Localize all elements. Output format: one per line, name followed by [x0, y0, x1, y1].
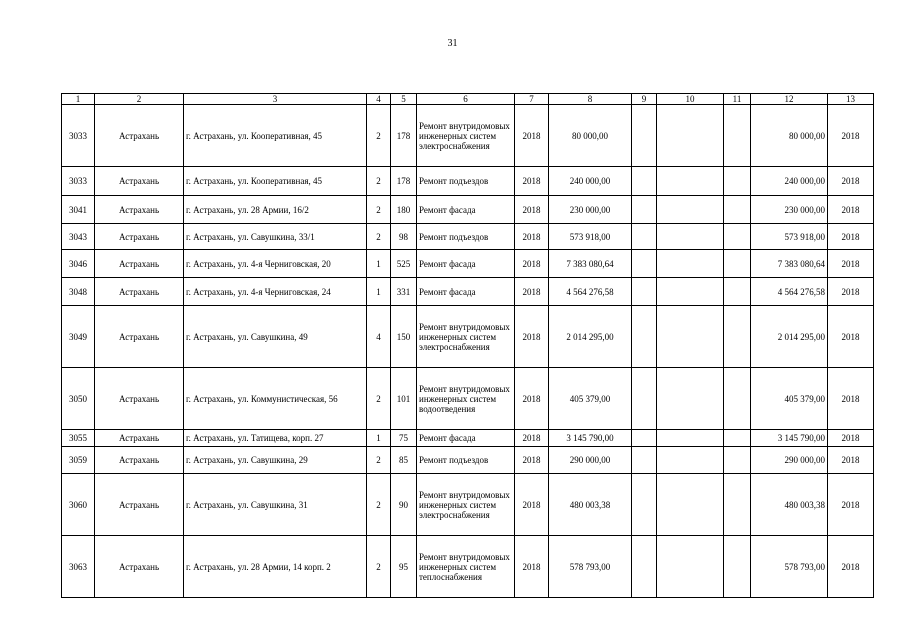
year-end-cell: 2018	[828, 306, 874, 368]
column-4-cell: 2	[367, 167, 391, 196]
table-row	[62, 368, 874, 430]
year-cell: 2018	[515, 368, 549, 430]
work-type-cell: Ремонт подъездов	[417, 167, 515, 196]
row-number-cell: 3043	[62, 224, 95, 250]
column-4-cell: 2	[367, 105, 391, 167]
column-9-cell	[632, 447, 657, 474]
row-number-cell: 3033	[62, 167, 95, 196]
total-cell: 290 000,00	[751, 447, 828, 474]
column-5-cell: 85	[391, 447, 417, 474]
column-10-cell	[657, 430, 724, 447]
cost-cell: 240 000,00	[549, 167, 632, 196]
page-number: 31	[447, 38, 458, 49]
address-cell: г. Астрахань, ул. Савушкина, 31	[184, 474, 367, 536]
column-10-cell	[657, 105, 724, 167]
table-header	[62, 94, 874, 105]
year-cell: 2018	[515, 430, 549, 447]
row-number-cell: 3049	[62, 306, 95, 368]
column-4-cell: 2	[367, 196, 391, 224]
column-4-cell: 2	[367, 536, 391, 598]
address-cell: г. Астрахань, ул. 4-я Черниговская, 20	[184, 250, 367, 278]
work-type-cell: Ремонт внутридомовых инженерных систем электроснабжения	[417, 474, 515, 536]
work-type-cell: Ремонт фасада	[417, 278, 515, 306]
column-5-cell: 525	[391, 250, 417, 278]
year-end-cell: 2018	[828, 250, 874, 278]
column-9-cell	[632, 167, 657, 196]
address-cell: г. Астрахань, ул. Савушкина, 29	[184, 447, 367, 474]
total-cell: 578 793,00	[751, 536, 828, 598]
year-cell: 2018	[515, 474, 549, 536]
column-10-cell	[657, 306, 724, 368]
column-10-cell	[657, 196, 724, 224]
row-number-cell: 3055	[62, 430, 95, 447]
column-number: 11	[724, 94, 751, 105]
address-cell: г. Астрахань, ул. 28 Армии, 14 корп. 2	[184, 536, 367, 598]
city-cell: Астрахань	[95, 167, 184, 196]
row-number-cell: 3059	[62, 447, 95, 474]
city-cell: Астрахань	[95, 474, 184, 536]
column-number: 1	[62, 94, 95, 105]
column-11-cell	[724, 306, 751, 368]
address-cell: г. Астрахань, ул. 4-я Черниговская, 24	[184, 278, 367, 306]
year-cell: 2018	[515, 105, 549, 167]
total-cell: 80 000,00	[751, 105, 828, 167]
year-cell: 2018	[515, 278, 549, 306]
column-5-cell: 150	[391, 306, 417, 368]
cost-cell: 578 793,00	[549, 536, 632, 598]
work-type-cell: Ремонт подъездов	[417, 224, 515, 250]
column-9-cell	[632, 536, 657, 598]
column-11-cell	[724, 278, 751, 306]
column-5-cell: 98	[391, 224, 417, 250]
column-9-cell	[632, 368, 657, 430]
table-row	[62, 105, 874, 167]
column-9-cell	[632, 105, 657, 167]
city-cell: Астрахань	[95, 196, 184, 224]
table-row	[62, 536, 874, 598]
column-4-cell: 2	[367, 368, 391, 430]
table-row	[62, 278, 874, 306]
column-4-cell: 4	[367, 306, 391, 368]
column-10-cell	[657, 278, 724, 306]
column-10-cell	[657, 167, 724, 196]
column-5-cell: 180	[391, 196, 417, 224]
city-cell: Астрахань	[95, 224, 184, 250]
column-number: 8	[549, 94, 632, 105]
table-row	[62, 430, 874, 447]
column-4-cell: 1	[367, 278, 391, 306]
table-row	[62, 167, 874, 196]
total-cell: 240 000,00	[751, 167, 828, 196]
column-11-cell	[724, 250, 751, 278]
address-cell: г. Астрахань, ул. Кооперативная, 45	[184, 105, 367, 167]
cost-cell: 2 014 295,00	[549, 306, 632, 368]
total-cell: 230 000,00	[751, 196, 828, 224]
column-number: 6	[417, 94, 515, 105]
year-cell: 2018	[515, 306, 549, 368]
work-type-cell: Ремонт внутридомовых инженерных систем теплоснабжения	[417, 536, 515, 598]
year-end-cell: 2018	[828, 368, 874, 430]
address-cell: г. Астрахань, ул. Коммунистическая, 56	[184, 368, 367, 430]
work-type-cell: Ремонт подъездов	[417, 447, 515, 474]
year-end-cell: 2018	[828, 105, 874, 167]
total-cell: 573 918,00	[751, 224, 828, 250]
year-end-cell: 2018	[828, 447, 874, 474]
year-end-cell: 2018	[828, 278, 874, 306]
row-number-cell: 3063	[62, 536, 95, 598]
cost-cell: 3 145 790,00	[549, 430, 632, 447]
address-cell: г. Астрахань, ул. Савушкина, 33/1	[184, 224, 367, 250]
column-11-cell	[724, 224, 751, 250]
table-row	[62, 196, 874, 224]
cost-cell: 573 918,00	[549, 224, 632, 250]
column-11-cell	[724, 167, 751, 196]
total-cell: 405 379,00	[751, 368, 828, 430]
column-9-cell	[632, 430, 657, 447]
work-type-cell: Ремонт фасада	[417, 430, 515, 447]
column-9-cell	[632, 224, 657, 250]
city-cell: Астрахань	[95, 447, 184, 474]
cost-cell: 80 000,00	[549, 105, 632, 167]
work-type-cell: Ремонт фасада	[417, 196, 515, 224]
total-cell: 2 014 295,00	[751, 306, 828, 368]
column-5-cell: 178	[391, 167, 417, 196]
city-cell: Астрахань	[95, 430, 184, 447]
row-number-cell: 3060	[62, 474, 95, 536]
column-4-cell: 1	[367, 430, 391, 447]
row-number-cell: 3041	[62, 196, 95, 224]
address-cell: г. Астрахань, ул. Татищева, корп. 27	[184, 430, 367, 447]
city-cell: Астрахань	[95, 250, 184, 278]
column-10-cell	[657, 447, 724, 474]
column-4-cell: 2	[367, 224, 391, 250]
total-cell: 480 003,38	[751, 474, 828, 536]
year-end-cell: 2018	[828, 474, 874, 536]
work-type-cell: Ремонт фасада	[417, 250, 515, 278]
column-4-cell: 2	[367, 474, 391, 536]
table-row	[62, 250, 874, 278]
column-11-cell	[724, 430, 751, 447]
column-5-cell: 95	[391, 536, 417, 598]
row-number-cell: 3048	[62, 278, 95, 306]
address-cell: г. Астрахань, ул. Савушкина, 49	[184, 306, 367, 368]
column-5-cell: 75	[391, 430, 417, 447]
column-number: 2	[95, 94, 184, 105]
column-5-cell: 90	[391, 474, 417, 536]
column-number-row	[62, 94, 874, 105]
year-cell: 2018	[515, 224, 549, 250]
address-cell: г. Астрахань, ул. Кооперативная, 45	[184, 167, 367, 196]
row-number-cell: 3033	[62, 105, 95, 167]
total-cell: 7 383 080,64	[751, 250, 828, 278]
cost-cell: 480 003,38	[549, 474, 632, 536]
column-9-cell	[632, 306, 657, 368]
year-cell: 2018	[515, 196, 549, 224]
column-10-cell	[657, 368, 724, 430]
work-type-cell: Ремонт внутридомовых инженерных систем электроснабжения	[417, 306, 515, 368]
column-number: 12	[751, 94, 828, 105]
column-10-cell	[657, 474, 724, 536]
year-end-cell: 2018	[828, 430, 874, 447]
column-10-cell	[657, 250, 724, 278]
repair-registry-table	[61, 93, 874, 598]
address-cell: г. Астрахань, ул. 28 Армии, 16/2	[184, 196, 367, 224]
column-number: 9	[632, 94, 657, 105]
city-cell: Астрахань	[95, 306, 184, 368]
column-9-cell	[632, 250, 657, 278]
work-type-cell: Ремонт внутридомовых инженерных систем водоотведения	[417, 368, 515, 430]
column-number: 5	[391, 94, 417, 105]
column-number: 3	[184, 94, 367, 105]
column-9-cell	[632, 196, 657, 224]
column-number: 7	[515, 94, 549, 105]
column-11-cell	[724, 105, 751, 167]
cost-cell: 290 000,00	[549, 447, 632, 474]
table-row	[62, 474, 874, 536]
year-cell: 2018	[515, 447, 549, 474]
table-body	[62, 105, 874, 598]
table-row	[62, 224, 874, 250]
column-number: 10	[657, 94, 724, 105]
column-11-cell	[724, 447, 751, 474]
cost-cell: 230 000,00	[549, 196, 632, 224]
total-cell: 3 145 790,00	[751, 430, 828, 447]
cost-cell: 4 564 276,58	[549, 278, 632, 306]
city-cell: Астрахань	[95, 368, 184, 430]
column-number: 13	[828, 94, 874, 105]
column-10-cell	[657, 224, 724, 250]
year-end-cell: 2018	[828, 536, 874, 598]
city-cell: Астрахань	[95, 105, 184, 167]
column-11-cell	[724, 536, 751, 598]
year-cell: 2018	[515, 167, 549, 196]
row-number-cell: 3050	[62, 368, 95, 430]
column-10-cell	[657, 536, 724, 598]
column-5-cell: 331	[391, 278, 417, 306]
column-4-cell: 2	[367, 447, 391, 474]
cost-cell: 405 379,00	[549, 368, 632, 430]
column-9-cell	[632, 278, 657, 306]
column-5-cell: 178	[391, 105, 417, 167]
column-11-cell	[724, 474, 751, 536]
year-cell: 2018	[515, 250, 549, 278]
column-number: 4	[367, 94, 391, 105]
year-end-cell: 2018	[828, 167, 874, 196]
year-end-cell: 2018	[828, 196, 874, 224]
cost-cell: 7 383 080,64	[549, 250, 632, 278]
year-end-cell: 2018	[828, 224, 874, 250]
table-row	[62, 447, 874, 474]
column-11-cell	[724, 196, 751, 224]
column-4-cell: 1	[367, 250, 391, 278]
city-cell: Астрахань	[95, 278, 184, 306]
column-9-cell	[632, 474, 657, 536]
work-type-cell: Ремонт внутридомовых инженерных систем электроснабжения	[417, 105, 515, 167]
city-cell: Астрахань	[95, 536, 184, 598]
table-row	[62, 306, 874, 368]
year-cell: 2018	[515, 536, 549, 598]
column-11-cell	[724, 368, 751, 430]
row-number-cell: 3046	[62, 250, 95, 278]
column-5-cell: 101	[391, 368, 417, 430]
total-cell: 4 564 276,58	[751, 278, 828, 306]
